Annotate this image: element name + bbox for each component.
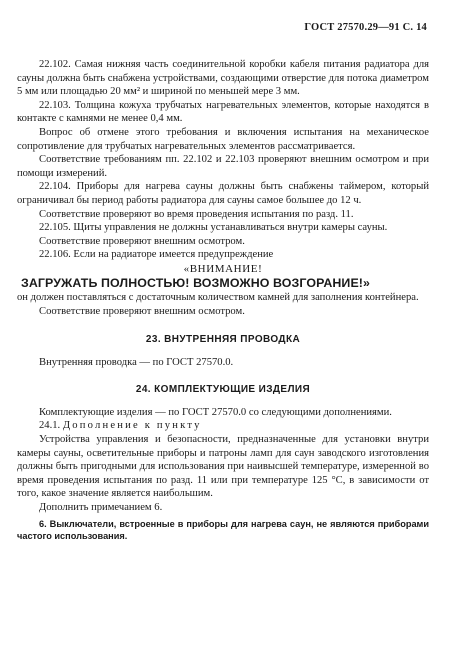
clause-22-103: 22.103. Толщина кожуха трубчатых нагревательных элементов, которые находятся в контакте с камнями не менее 0,4 мм.	[17, 99, 429, 125]
document-body	[17, 58, 429, 542]
note-intro: Дополнить примечанием 6.	[39, 502, 163, 514]
section-24-text: Комплектующие изделия — по ГОСТ 27570.0 со следующими дополнениями.	[39, 406, 392, 418]
compliance-text-1: Соответствие требованиям пп. 22.102 и 22.103 проверяют внешним осмотром и при помощи измерений.	[17, 154, 429, 179]
clause-question-note: Вопрос об отмене этого требования и включения испытания на механическое сопротивление для трубчатых нагревательных элементов рассматривается.	[17, 126, 429, 152]
note-6: 6. Выключатели, встроенные в приборы для нагрева саун, не являются приборами частого использования.	[17, 518, 429, 541]
warning-title: «ВНИМАНИЕ!	[183, 262, 263, 275]
clause-24-1-label: Дополнение к пункту	[62, 420, 202, 432]
section-23-text: Внутренняя проводка — по ГОСТ 27570.0.	[39, 356, 234, 368]
warning-main-text: ЗАГРУЖАТЬ ПОЛНОСТЬЮ! ВОЗМОЖНО ВОЗГОРАНИЕ!»	[21, 275, 371, 290]
clause-24-1-number: 24.1.	[39, 420, 63, 432]
warning-continuation: он должен поставляться с достаточным количеством камней для заполнения контейнера.	[17, 291, 419, 303]
clause-22-102: 22.102. Самая нижняя часть соединительной коробки кабеля питания радиатора для сауны должна быть снабжена устройствами, создающими отверстие для потока диаметром 5 мм или площадью 20 мм² и шириной по меньшей мере 3 мм.	[17, 59, 429, 98]
clause-22-106: 22.106. Если на радиаторе имеется предупреждение	[39, 249, 274, 261]
clause-22-105: 22.105. Щиты управления не должны устанавливаться внутри камеры сауны.	[39, 222, 388, 234]
clause-24-1-body: Устройства управления и безопасности, предназначенные для установки внутри камеры сауны, осветительные приборы и патроны ламп для саун заводского изготовления должны быть пригодными для использования при наивысшей температуре, измеренной во время проведения испытания по разд. 11 или при температуре 125 °С, в зависимости от того, какое значение является наибольшим.	[17, 434, 429, 500]
compliance-text-4: Соответствие проверяют внешним осмотром.	[39, 305, 245, 317]
page-header: ГОСТ 27570.29—91 С. 14	[304, 22, 427, 33]
section-23-heading: 23. ВНУТРЕННЯЯ ПРОВОДКА	[145, 334, 301, 346]
section-24-heading: 24. КОМПЛЕКТУЮЩИЕ ИЗДЕЛИЯ	[135, 384, 311, 396]
clause-24-1-heading	[17, 419, 429, 433]
clause-22-104: 22.104. Приборы для нагрева сауны должны быть снабжены таймером, который ограничивал бы период работы радиатора для сауны самое большее до 12 ч.	[17, 181, 429, 206]
compliance-text-2: Соответствие проверяют во время проведения испытания по разд. 11.	[39, 208, 354, 220]
compliance-text-3: Соответствие проверяют внешним осмотром.	[39, 235, 245, 247]
